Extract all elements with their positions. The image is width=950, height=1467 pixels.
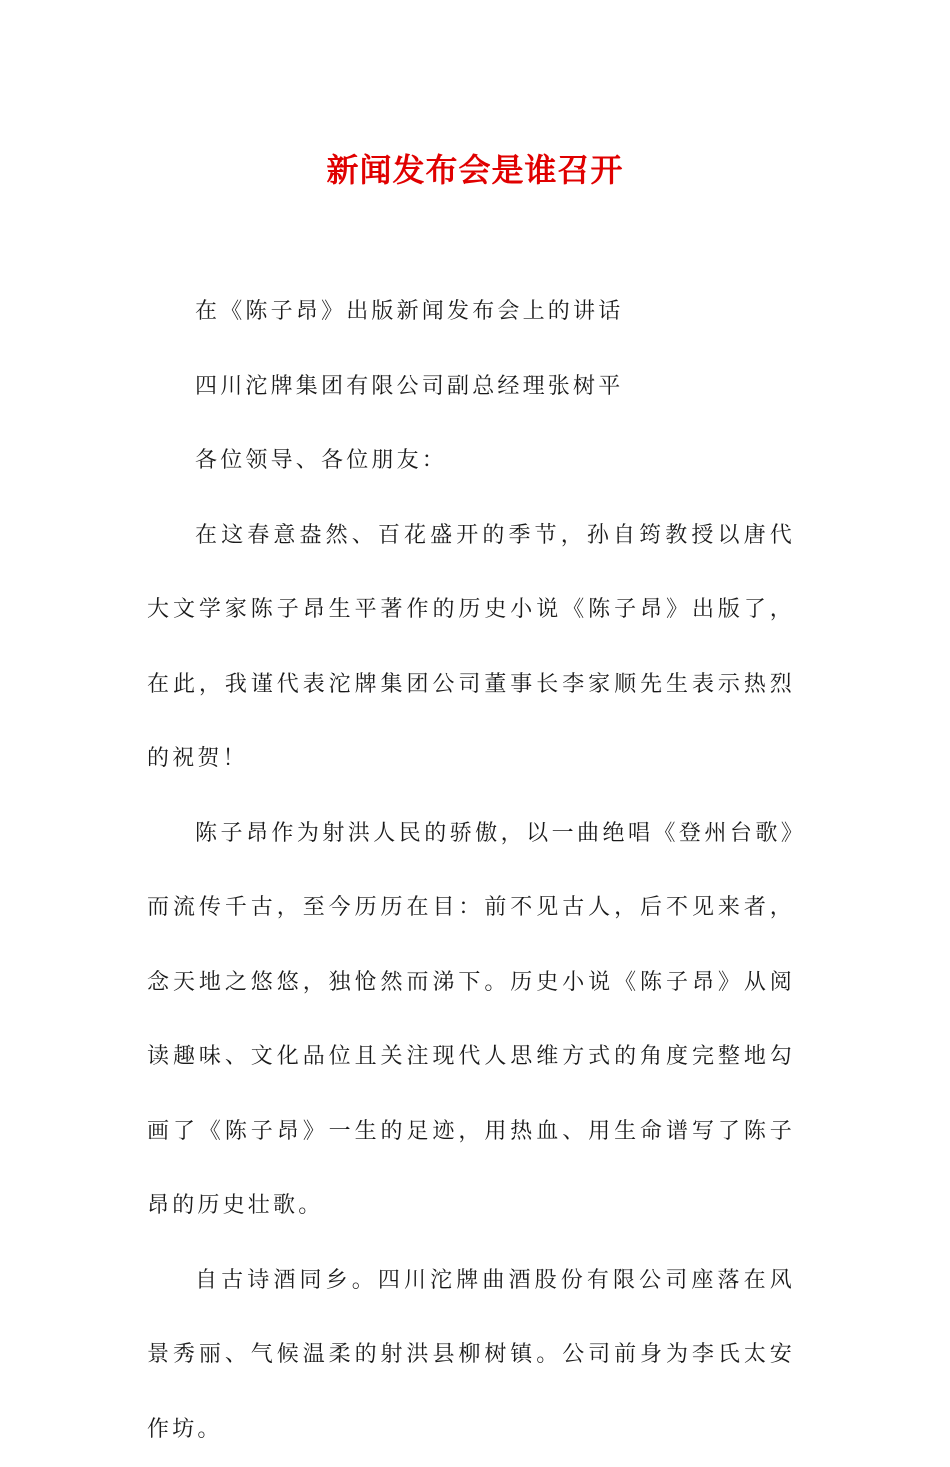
body-paragraph-chen-ziang: 陈子昂作为射洪人民的骄傲，以一曲绝唱《登州台歌》而流传千古，至今历历在目：前不见古人，后不见来者，念天地之悠悠，独怆然而涕下。历史小说《陈子昂》从阅读趣味、文化品位且关注现代人思维方式的角度完整地勾画了《陈子昂》一生的足迹，用热血、用生命谱写了陈子昂的历史壮歌。: [147, 797, 795, 1244]
document-title: 新闻发布会是谁召开: [0, 146, 950, 194]
salutation: 各位领导、各位朋友：: [147, 424, 795, 499]
speech-title: 在《陈子昂》出版新闻发布会上的讲话: [147, 275, 795, 350]
speaker-line: 四川沱牌集团有限公司副总经理张树平: [147, 350, 795, 425]
body-paragraph-congratulations: 在这春意盎然、百花盛开的季节，孙自筠教授以唐代大文学家陈子昂生平著作的历史小说《陈子昂》出版了，在此，我谨代表沱牌集团公司董事长李家顺先生表示热烈的祝贺！: [147, 499, 795, 797]
body-paragraph-company: 自古诗酒同乡。四川沱牌曲酒股份有限公司座落在风景秀丽、气候温柔的射洪县柳树镇。公司前身为李氏太安作坊。: [147, 1244, 795, 1467]
document-body: [147, 275, 795, 1467]
